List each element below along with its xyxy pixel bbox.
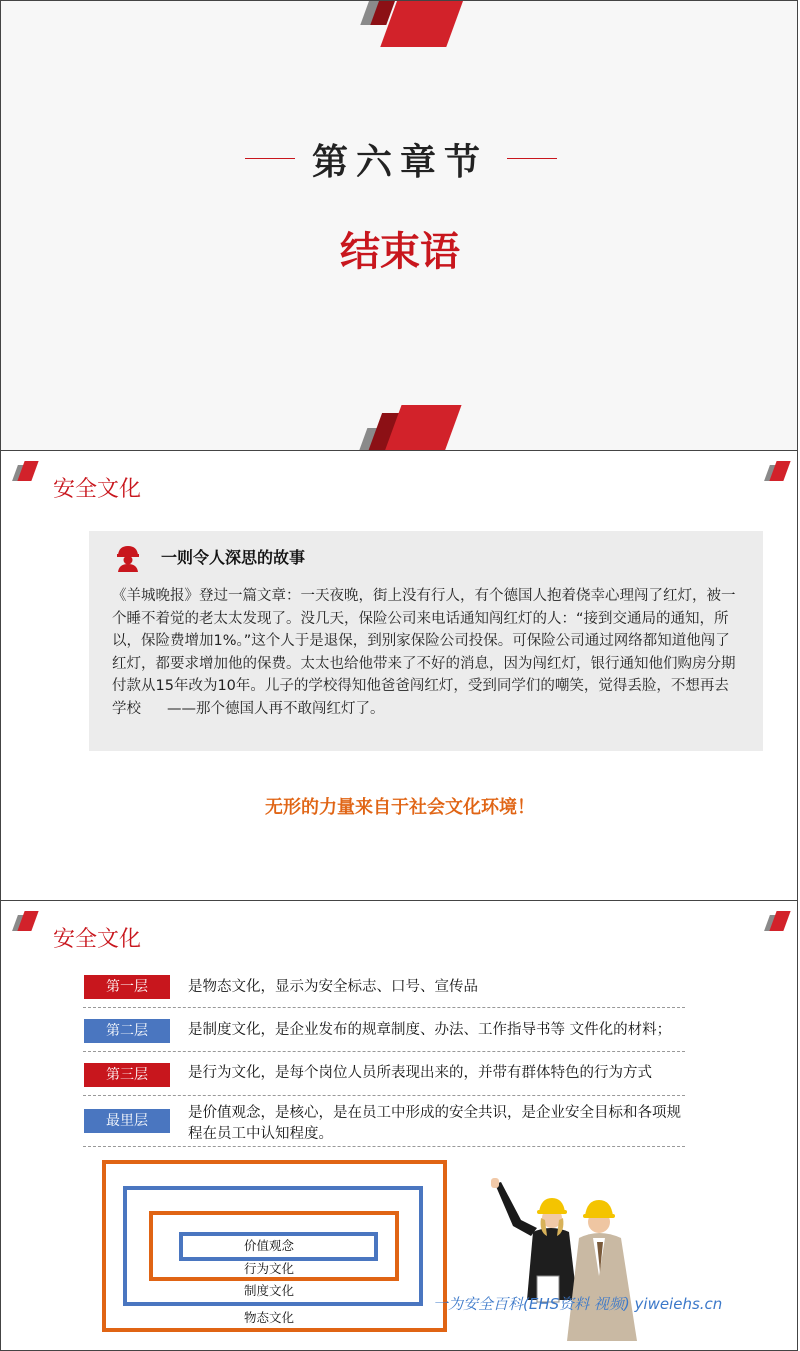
layer-separator — [83, 1095, 685, 1096]
label-behavior-culture: 行为文化 — [243, 1261, 294, 1276]
story-box — [89, 531, 763, 751]
slide-safety-story — [0, 450, 798, 901]
chapter-title: 第六章节 — [311, 142, 488, 183]
layer-tag: 第三层 — [84, 1063, 170, 1087]
section-title: 安全文化 — [53, 927, 142, 952]
layer-row-1 — [83, 973, 685, 1008]
layer-separator — [83, 1007, 685, 1008]
story-body: 《羊城晚报》登过一篇文章：一天夜晚，街上没有行人，有个德国人抱着侥幸心理闯了红灯，被一个睡不着觉的老太太发现了。没几天，保险公司来电话通知闯红灯的人：“接到交通局的通知，所以，保险费增加1%。”这个人于是退保，到别家保险公司投保。可保险公司通过网络都知道他闯了红灯，都要求增加他的保费。太太也给他带来了不好的消息，因为闯红灯，银行通知他们购房分期付款从15年改为10年。儿子的学校得知他爸爸闯红灯，受到同学们的嘲笑，觉得丢脸，不想再去学校 — [112, 588, 736, 717]
watermark-text: 一为安全百科(EHS资料 视频) yiweiehs.cn — [433, 1295, 723, 1313]
chapter-heading — [1, 141, 798, 185]
story-text — [112, 585, 742, 720]
section-title: 安全文化 — [53, 477, 142, 502]
layer-desc: 是价值观念，是核心，是在员工中形成的安全共识，是企业安全目标和各项规程在员工中认知程度。 — [188, 1105, 681, 1142]
callout-text: 无形的力量来自于社会文化环境！ — [265, 797, 535, 818]
label-system-culture: 制度文化 — [243, 1283, 294, 1298]
chapter-line-right — [507, 158, 557, 159]
slide-safety-layers — [0, 900, 798, 1351]
layer-desc: 是制度文化，是企业发布的规章制度、办法、工作指导书等 文件化的材料； — [188, 1022, 672, 1038]
layer-tag: 第二层 — [84, 1019, 170, 1043]
worker-icon — [115, 544, 141, 572]
story-tail: ——那个德国人再不敢闯红灯了。 — [167, 700, 385, 717]
layer-row-3 — [83, 1060, 685, 1098]
label-value-concept: 价值观念 — [243, 1238, 294, 1253]
label-physical-culture: 物态文化 — [243, 1310, 294, 1325]
layer-desc: 是物态文化，显示为安全标志、口号、宣传品 — [188, 979, 478, 995]
layer-row-4 — [83, 1103, 685, 1147]
layer-tag: 最里层 — [84, 1109, 170, 1133]
workers-illustration — [487, 1176, 677, 1341]
story-heading: 一则令人深思的故事 — [161, 548, 306, 567]
layer-desc: 是行为文化，是每个岗位人员所表现出来的，并带有群体特色的行为方式 — [188, 1065, 652, 1081]
chapter-subtitle: 结束语 — [340, 229, 460, 275]
layer-separator — [83, 1146, 685, 1147]
layer-row-2 — [83, 1015, 685, 1053]
layer-tag: 第一层 — [84, 975, 170, 999]
layer-separator — [83, 1051, 685, 1052]
slide-chapter-cover — [0, 0, 798, 451]
